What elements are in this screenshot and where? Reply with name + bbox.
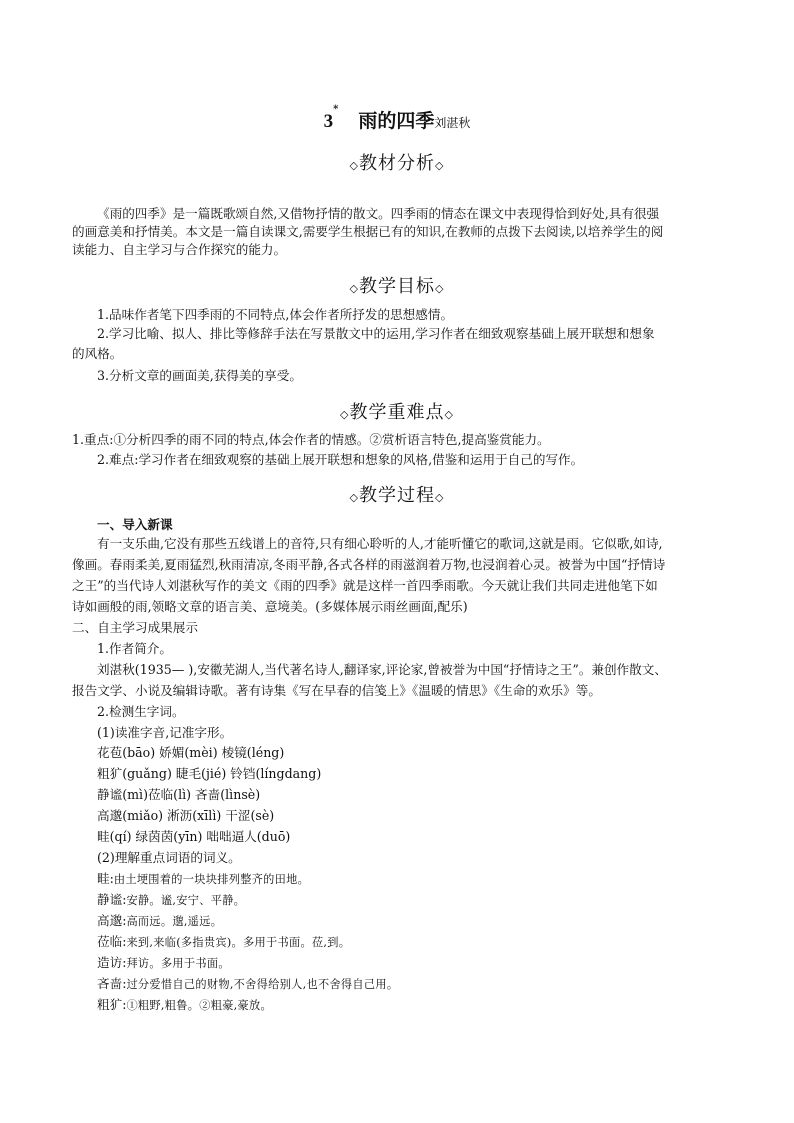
item-heading: 1.作者简介。 [97,641,172,656]
glossary-entry [97,975,398,994]
paragraph-line: 刘湛秋(1935— ),安徽芜湖人,当代著名诗人,翻译家,评论家,曾被誉为中国“抒情诗之王”。兼创作散文、 [97,662,667,677]
subheading-intro: 一、导入新课 [97,517,173,532]
glossary-term: 粗犷: [97,997,127,1012]
glossary-term: 吝啬: [97,976,127,991]
glossary-definition: 过分爱惜自己的财物,不舍得给别人,也不舍得自己用。 [126,978,399,991]
item-heading: (1)读准字音,记准字形。 [97,725,233,740]
diamond-icon: ◇ [435,491,445,504]
diamond-icon: ◇ [349,282,359,295]
diamond-icon: ◇ [444,408,454,421]
paragraph-line: 《雨的四季》是一篇既歌颂自然,又借物抒情的散文。四季雨的情态在课文中表现得恰到好处,具有很强 [97,206,660,221]
paragraph-line: 报告文学、小说及编辑诗歌。著有诗集《写在早春的信笺上》《温暖的情思》《生命的欢乐》等。 [72,683,601,698]
lesson-number: 3 [323,111,334,132]
glossary-definition: 高而远。邈,遥远。 [126,915,223,928]
section-heading-process [0,481,794,507]
goal-item: 3.分析文章的画面美,获得美的享受。 [97,368,302,383]
key-point-item: 2.难点:学习作者在细致观察的基础上展开联想和想象的风格,借鉴和运用于自己的写作。 [97,452,584,467]
pronunciation-line: 静谧(mì)莅临(lì) 吝啬(lìnsè) [97,787,261,802]
lesson-title [0,106,794,133]
self-study-marker: * [333,104,339,115]
diamond-icon: ◇ [435,282,445,295]
paragraph-line: 诗如画般的雨,领略文章的语言美、意境美。(多媒体展示雨丝画面,配乐) [72,599,468,614]
section-title: 教学重难点 [349,402,445,423]
paragraph-line: 有一支乐曲,它没有那些五线谱上的音符,只有细心聆听的人,才能听懂它的歌词,这就是雨。它似歌,如诗, [97,536,663,551]
goal-item: 1.品味作者笔下四季雨的不同特点,体会作者所抒发的思想感情。 [97,307,454,322]
paragraph-line: 的画意美和抒情美。本文是一篇自读课文,需要学生根据已有的知识,在教师的点拨下去阅读,以培养学生的阅 [72,224,664,239]
item-heading: 2.检测生字词。 [97,704,185,719]
glossary-entry [97,933,350,952]
glossary-entry [97,954,230,973]
glossary-entry [97,870,309,889]
glossary-term: 畦: [97,871,114,886]
glossary-definition: 由土埂围着的一块块排列整齐的田地。 [113,873,310,886]
diamond-icon: ◇ [435,159,445,172]
section-title: 教学过程 [359,485,435,506]
pronunciation-line: 畦(qí) 绿茵茵(yīn) 咄咄逼人(duō) [97,829,291,844]
glossary-entry [97,996,272,1015]
glossary-definition: 安静。谧,安宁、平静。 [126,894,246,907]
section-title: 教学目标 [359,276,435,297]
goal-item: 2.学习比喻、拟人、排比等修辞手法在写景散文中的运用,学习作者在细致观察基础上展开联想和想象 [97,326,655,341]
diamond-icon: ◇ [349,491,359,504]
item-heading: (2)理解重点词语的词义。 [97,850,241,865]
paragraph-line: 像画。春雨柔美,夏雨猛烈,秋雨清凉,冬雨平静,各式各样的雨滋润着万物,也浸润着心灵。被誉为中国“抒情诗 [72,557,666,572]
key-point-item: 1.重点:①分析四季的雨不同的特点,体会作者的情感。②赏析语言特色,提高鉴赏能力。 [72,432,550,447]
section-heading-analysis [0,149,794,175]
glossary-entry [97,912,222,931]
glossary-entry [97,891,245,910]
pronunciation-line: 高邈(miǎo) 淅沥(xīlì) 干涩(sè) [97,808,275,823]
section-heading-goals [0,272,794,298]
pronunciation-line: 粗犷(guǎng) 睫毛(jié) 铃铛(língdang) [97,766,322,781]
glossary-term: 造访: [97,955,127,970]
lesson-author: 刘湛秋 [434,116,471,130]
goal-item-continued: 的风格。 [72,346,123,361]
section-title: 教材分析 [359,153,435,174]
glossary-term: 高邈: [97,913,127,928]
glossary-definition: ①粗野,粗鲁。②粗豪,豪放。 [126,999,273,1012]
glossary-term: 莅临: [97,934,127,949]
subheading-self-study: 二、自主学习成果展示 [72,620,198,635]
glossary-definition: 来到,来临(多指贵宾)。多用于书面。莅,到。 [126,936,351,949]
pronunciation-line: 花苞(bāo) 娇媚(mèi) 棱镜(léng) [97,745,285,760]
lesson-name: 雨的四季 [358,110,435,132]
diamond-icon: ◇ [340,408,350,421]
paragraph-line: 读能力、自主学习与合作探究的能力。 [72,242,287,257]
glossary-term: 静谧: [97,892,127,907]
diamond-icon: ◇ [349,159,359,172]
section-heading-key-points [0,398,794,424]
glossary-definition: 拜访。多用于书面。 [126,957,230,970]
paragraph-line: 之王”的当代诗人刘湛秋写作的美文《雨的四季》就是这样一首四季雨歌。今天就让我们共同走进他笔下如 [72,578,658,593]
